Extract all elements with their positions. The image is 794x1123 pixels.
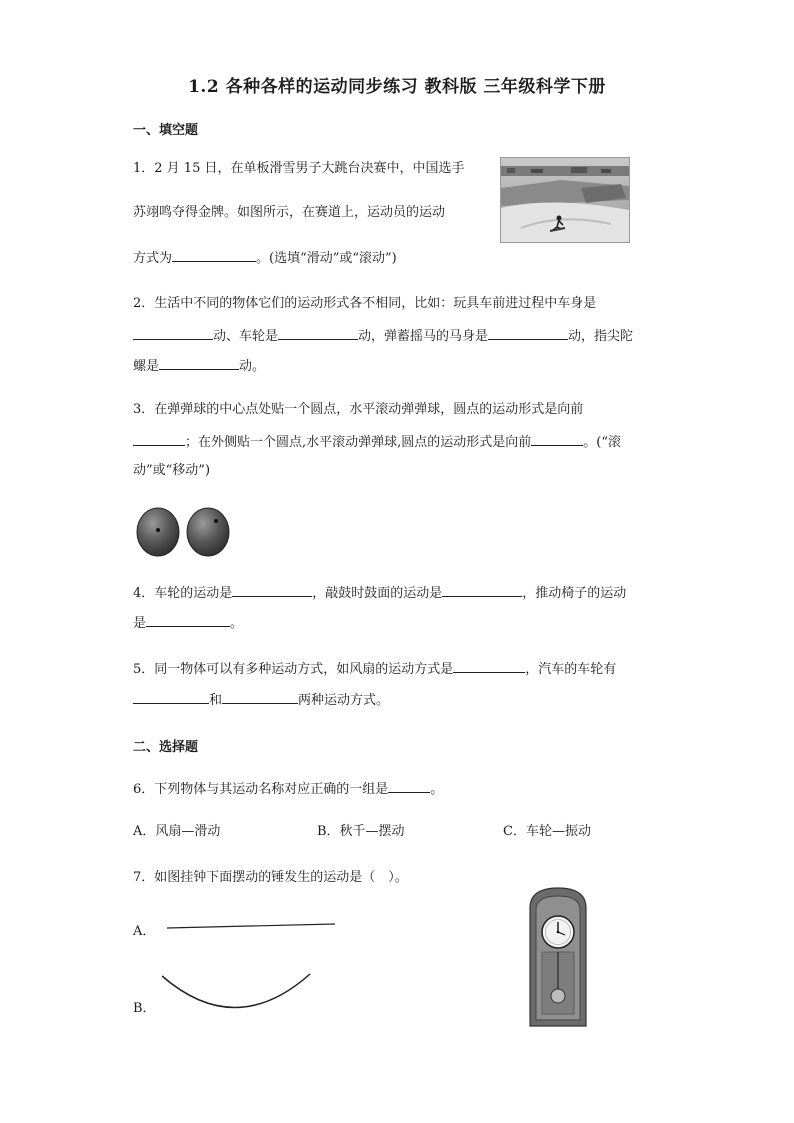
q1-blank[interactable] bbox=[172, 248, 256, 262]
q1-line3-prefix: 方式为 bbox=[133, 251, 173, 266]
q4-prefix: 4．车轮的运动是 bbox=[133, 586, 233, 601]
q6-option-c[interactable]: C．车轮—振动 bbox=[503, 824, 591, 839]
q3-seg2: 。(“滚 bbox=[583, 435, 621, 450]
q2-blank-2[interactable] bbox=[278, 326, 358, 340]
q2-seg3: 动，指尖陀 bbox=[568, 329, 634, 344]
q5-suffix: 两种运动方式。 bbox=[298, 693, 390, 708]
q2-seg2: 动，弹蓄摇马的马身是 bbox=[358, 329, 489, 344]
q2-line2 bbox=[133, 326, 633, 346]
q3-blank-1[interactable] bbox=[133, 432, 185, 446]
q4-blank-2[interactable] bbox=[442, 583, 522, 597]
bouncy-balls-illustration bbox=[134, 505, 234, 559]
q2-blank-1[interactable] bbox=[133, 326, 213, 340]
q5-and: 和 bbox=[209, 693, 223, 708]
q1-line3-suffix: 。(选填“滑动”或“滚动”) bbox=[256, 251, 397, 266]
q4-mid2: ，推动椅子的运动 bbox=[522, 586, 627, 601]
q7-option-b[interactable]: B． bbox=[133, 1001, 156, 1016]
q6-option-a[interactable]: A．风扇—滑动 bbox=[133, 824, 221, 839]
page-title: 1.2 各种各样的运动同步练习 教科版 三年级科学下册 bbox=[188, 77, 606, 97]
q2-line1: 2．生活中不同的物体它们的运动形式各不相同，比如：玩具车前进过程中车身是 bbox=[133, 296, 597, 311]
q3-line3: 动”或“移动”) bbox=[133, 463, 211, 478]
pendulum-clock-illustration bbox=[526, 886, 590, 1028]
q6-stem-text: 6．下列物体与其运动名称对应正确的一组是 bbox=[133, 782, 389, 797]
q1-line3 bbox=[133, 248, 397, 268]
q1-line2: 苏翊鸣夺得金牌。如图所示，在赛道上，运动员的运动 bbox=[133, 205, 446, 220]
section-heading-choice: 二、选择题 bbox=[133, 740, 199, 755]
q2-blank-4[interactable] bbox=[159, 356, 239, 370]
q4-line2 bbox=[133, 613, 243, 633]
q5-prefix: 5．同一物体可以有多种运动方式，如风扇的运动方式是 bbox=[133, 662, 454, 677]
q3-seg1: ；在外侧贴一个圆点,水平滚动弹弹球,圆点的运动形式是向前 bbox=[185, 435, 532, 450]
q4-blank-3[interactable] bbox=[146, 613, 230, 627]
q3-blank-2[interactable] bbox=[531, 432, 583, 446]
q4-mid1: ，敲鼓时鼓面的运动是 bbox=[312, 586, 443, 601]
q4-blank-1[interactable] bbox=[232, 583, 312, 597]
q6-blank[interactable] bbox=[388, 779, 430, 793]
q5-blank-3[interactable] bbox=[222, 690, 298, 704]
q5-line1 bbox=[133, 659, 616, 679]
q5-blank-2[interactable] bbox=[133, 690, 209, 704]
q2-line3-suffix: 动。 bbox=[239, 359, 266, 374]
option-a-straight-line-diagram bbox=[165, 918, 340, 932]
q1-line1: 1．2 月 15 日，在单板滑雪男子大跳台决赛中，中国选手 bbox=[133, 161, 465, 176]
section-heading-fill: 一、填空题 bbox=[133, 123, 199, 138]
option-b-arc-diagram bbox=[158, 970, 318, 1014]
q6-stem bbox=[133, 779, 443, 799]
q7-option-a[interactable]: A． bbox=[133, 924, 156, 939]
q2-seg1: 动、车轮是 bbox=[213, 329, 279, 344]
q2-line3 bbox=[133, 356, 265, 376]
q4-line2-prefix: 是 bbox=[133, 616, 147, 631]
q5-line2 bbox=[133, 690, 389, 710]
q5-mid: ，汽车的车轮有 bbox=[525, 662, 617, 677]
q4-line1 bbox=[133, 583, 626, 603]
q5-blank-1[interactable] bbox=[453, 659, 525, 673]
q2-line3-prefix: 螺是 bbox=[133, 359, 160, 374]
q6-option-b[interactable]: B．秋千—摆动 bbox=[317, 824, 405, 839]
q6-stem-end: 。 bbox=[430, 782, 444, 797]
q3-line1: 3．在弹弹球的中心点处贴一个圆点，水平滚动弹弹球，圆点的运动形式是向前 bbox=[133, 402, 584, 417]
snowboard-photo bbox=[500, 157, 630, 243]
q2-blank-3[interactable] bbox=[488, 326, 568, 340]
q7-stem: 7．如图挂钟下面摆动的锤发生的运动是（ ）。 bbox=[133, 870, 408, 885]
q3-line2 bbox=[133, 432, 621, 452]
q4-line2-suffix: 。 bbox=[230, 616, 244, 631]
